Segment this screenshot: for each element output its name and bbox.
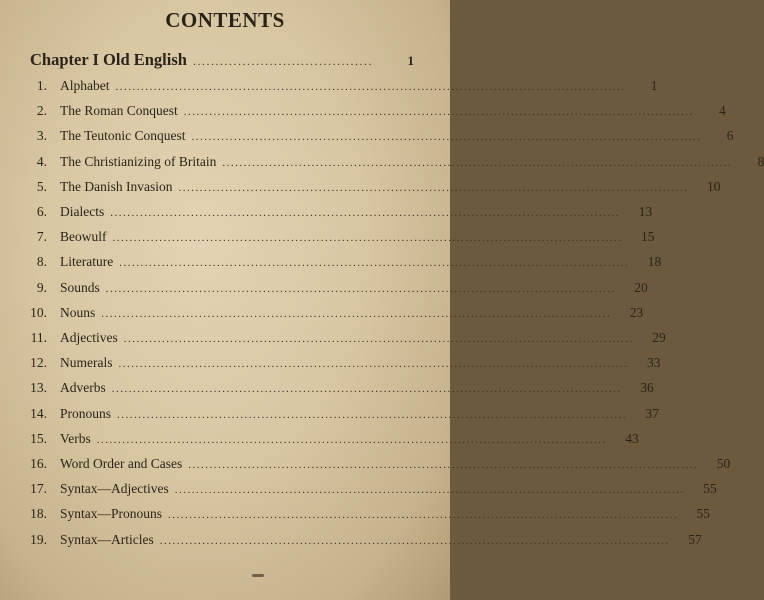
entry-title: Sounds [60,279,100,295]
entry-number: 7. [36,229,47,245]
chapter-heading-row [30,50,414,70]
dot-leader: ........................................................................................................................ [168,509,679,522]
page-mark [252,574,264,577]
contents-entry [0,153,764,174]
entry-title: The Danish Invasion [60,178,173,194]
entry-page-number: 50 [716,456,731,471]
entry-page-number: 55 [703,481,717,497]
entry-title: Verbs [60,430,91,446]
entry-page-number: 33 [646,355,661,371]
contents-entry [0,78,658,98]
dot-leader: ........................................................................................................................ [159,534,670,547]
dot-leader: ........................................................................................................................ [118,358,629,371]
contents-entry [0,481,717,501]
dot-leader: ........................................ [192,54,373,68]
entry-number: 17. [30,481,47,497]
contents-entry [0,304,644,325]
entry-page-number: 18 [647,254,662,270]
entry-number: 8. [36,254,47,270]
entry-number: 14. [30,405,47,421]
dot-leader: ........................................................................................................................ [111,383,622,396]
contents-entry [0,456,731,476]
contents-entry [0,380,654,400]
chapter-page-number: 1 [407,53,414,68]
dot-leader: ........................................................................................................................ [183,106,694,119]
entry-number: 3. [36,128,47,144]
entry-title: Syntax—Pronouns [60,506,163,522]
dot-leader: ........................................................................................................................ [119,257,630,270]
entry-title: Pronouns [60,405,112,421]
entry-number: 5. [36,178,47,194]
entry-title: Syntax—Articles [60,531,154,547]
contents-entry [0,355,661,375]
entry-title: Literature [60,254,114,270]
entry-title: The Christianizing of Britain [60,153,217,169]
chapter-title: Chapter I Old English [30,50,187,69]
entry-page-number: 37 [645,405,660,421]
dot-leader: ........................................................................................................................ [123,333,634,345]
dot-leader: ........................................................................................................................ [115,81,626,93]
contents-entry [0,506,711,526]
entry-page-number: 13 [638,204,653,219]
entry-title: Beowulf [60,229,107,245]
entry-page-number: 6 [726,128,734,144]
entry-number: 9. [36,279,47,295]
entry-number: 2. [36,103,47,119]
dot-leader: ........................................................................................................................ [178,181,689,194]
dot-leader: ........................................................................................................................ [112,232,623,245]
contents-entry [0,178,721,199]
entry-title: Numerals [60,355,113,371]
entry-title: The Roman Conquest [60,103,178,119]
dot-leader: ........................................................................................................................ [222,156,733,169]
entry-number: 4. [36,153,47,169]
contents-entry [0,330,666,350]
entry-title: Nouns [60,304,96,320]
entry-page-number: 43 [625,430,639,446]
entry-page-number: 4 [719,103,726,119]
entry-title: Adverbs [60,380,106,396]
entry-page-number: 20 [634,279,648,295]
entry-page-number: 29 [652,330,666,345]
dot-leader: ........................................................................................................................ [191,131,702,144]
entry-page-number: 1 [650,78,658,93]
contents-entry [0,279,648,300]
entry-title: Syntax—Adjectives [60,481,169,497]
entry-number: 12. [30,355,47,371]
entry-number: 18. [30,506,47,522]
entry-number: 1. [36,78,47,93]
dot-leader: ........................................................................................................................ [174,484,685,497]
dot-leader: ........................................................................................................................ [105,282,616,295]
contents-entry [0,254,662,274]
dot-leader: ........................................................................................................................ [101,307,612,320]
entry-title: Adjectives [60,330,118,345]
dot-leader: ........................................................................................................................ [110,207,621,219]
entry-page-number: 15 [641,229,655,245]
entry-number: 10. [30,304,47,320]
entry-number: 16. [30,456,47,471]
entry-title: Alphabet [60,78,110,93]
entry-page-number: 36 [640,380,654,396]
contents-entry [0,430,639,451]
entry-page-number: 55 [696,506,711,522]
entry-number: 15. [30,430,47,446]
entry-title: Dialects [60,204,105,219]
entry-number: 6. [36,204,47,219]
entry-title: Word Order and Cases [60,456,183,471]
page-title: CONTENTS [165,8,285,32]
entry-page-number: 10 [706,178,721,194]
entry-number: 19. [30,531,47,547]
contents-entry [0,531,702,552]
dot-leader: ........................................................................................................................ [117,408,628,421]
entry-page-number: 8 [757,153,764,169]
dot-leader: ........................................................................................................................ [188,459,699,471]
entry-page-number: 23 [629,304,644,320]
entry-number: 13. [30,380,47,396]
entry-title: The Teutonic Conquest [60,128,186,144]
contents-entry [0,103,726,123]
entry-page-number: 57 [688,531,702,547]
dot-leader: ........................................................................................................................ [96,433,607,446]
entry-number: 11. [30,330,47,345]
contents-entry [0,128,734,148]
contents-entry [0,204,653,224]
contents-entry [0,405,660,426]
contents-entry [0,229,655,249]
